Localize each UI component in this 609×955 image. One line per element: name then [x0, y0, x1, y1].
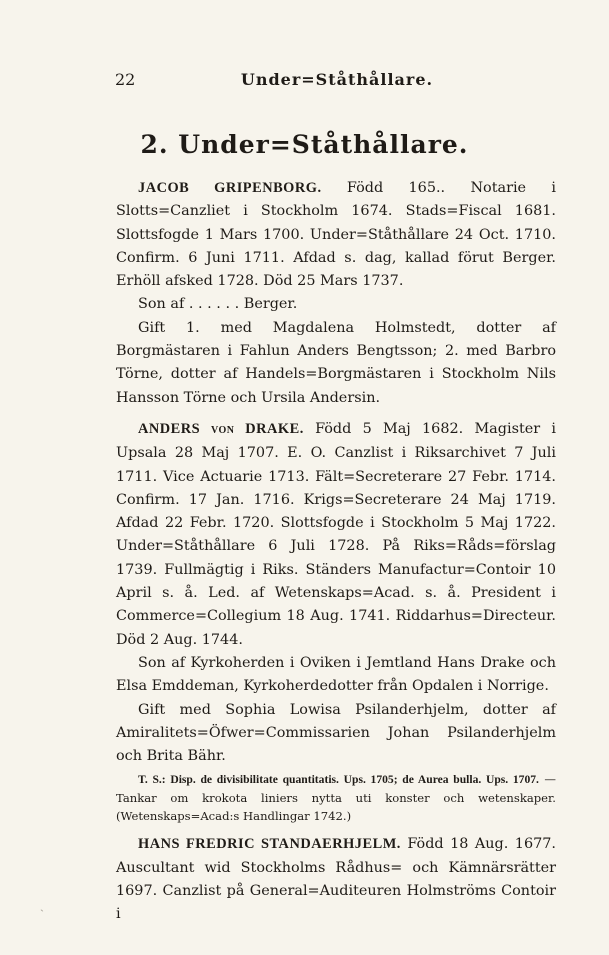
person-name: [138, 421, 304, 437]
page-number: 22: [115, 70, 136, 89]
entry-text: Född 18 Aug. 1677. Auscultant wid Stockholms Rådhus= och Kämnärsrätter 1697. Canzlist på General=Auditeuren Holmströms Contoir i: [116, 836, 556, 923]
footnote-text: — Tankar om krokota liniers nytta uti konster och wetenskaper. (Wetenskaps=Acad:s Handlingar 1742.): [116, 772, 557, 824]
entry-text: Född 165.. Notarie i Slotts=Canzliet i Stockholm 1674. Stads=Fiscal 1681. Slottsfogde 1 Mars 1700. Under=Ståthållare 24 Oct. 1710. Confirm. 6 Juni 1711. Afdad s. dag, kallad förut Berger. Erhöll afsked 1728. Död 25 Mars 1737.: [116, 180, 556, 290]
name-first: ANDERS: [138, 420, 201, 437]
name-particle: VON: [210, 424, 235, 436]
footnote: [116, 770, 556, 825]
entry-marriage: Gift med Sophia Lowisa Psilanderhjelm, dotter af Amiralitets=Öfwer=Commissarien Johan Psilanderhjelm och Brita Bähr.: [116, 701, 556, 765]
entry-text: Född 5 Maj 1682. Magister i Upsala 28 Maj 1707. E. O. Canzlist i Riksarchivet 7 Juli 1711. Vice Actuarie 1713. Fält=Secreterare 27 Febr. 1714. Confirm. 17 Jan. 1716. Krigs=Secreterare 24 Maj 1719. Afdad 22 Febr. 1720. Slottsfogde i Stockholm 5 Maj 1722. Under=Ståthållare 6 Juli 1728. På Riks=Råds=förslag 1739. Fullmägtig i Riks. Ständers Manufactur=Contoir 10 April s. å. Led. af Wetenskaps=Acad. s. å. President i Commerce=Collegium 18 Aug. 1741. Riddarhus=Directeur. Död 2 Aug. 1744.: [116, 420, 556, 648]
page-header: [115, 70, 559, 94]
section-title: 2. Under=Ståthållare.: [140, 130, 469, 159]
entry-standaerhjelm: [116, 833, 556, 926]
text-body: [116, 177, 556, 927]
footnote-latin: T. S.: Disp. de divisibilitate quantitatis. Ups. 1705; de Aurea bulla. Ups. 1707.: [138, 773, 539, 787]
person-name: HANS FREDRIC STANDAERHJELM.: [138, 836, 401, 853]
running-title: Under=Ståthållare.: [240, 70, 434, 89]
entry-gripenborg: [116, 177, 556, 293]
entry-parent: Son af . . . . . . Berger.: [138, 296, 298, 313]
entry-parent: Son af Kyrkoherden i Oviken i Jemtland Hans Drake och Elsa Emddeman, Kyrkoherdedotter från Opdalen i Norrige.: [116, 654, 556, 695]
entry-marriage: Gift 1. med Magdalena Holmstedt, dotter af Borgmästaren i Fahlun Anders Bengtsson; 2. med Barbro Törne, dotter af Handels=Borgmästaren i Stockholm Nils Hansson Törne och Ursila Andersin.: [116, 319, 556, 406]
person-name: JACOB GRIPENBORG.: [138, 180, 322, 196]
stray-mark: ˎ: [40, 898, 44, 912]
entry-drake: [116, 418, 556, 652]
name-last: DRAKE.: [245, 420, 304, 437]
